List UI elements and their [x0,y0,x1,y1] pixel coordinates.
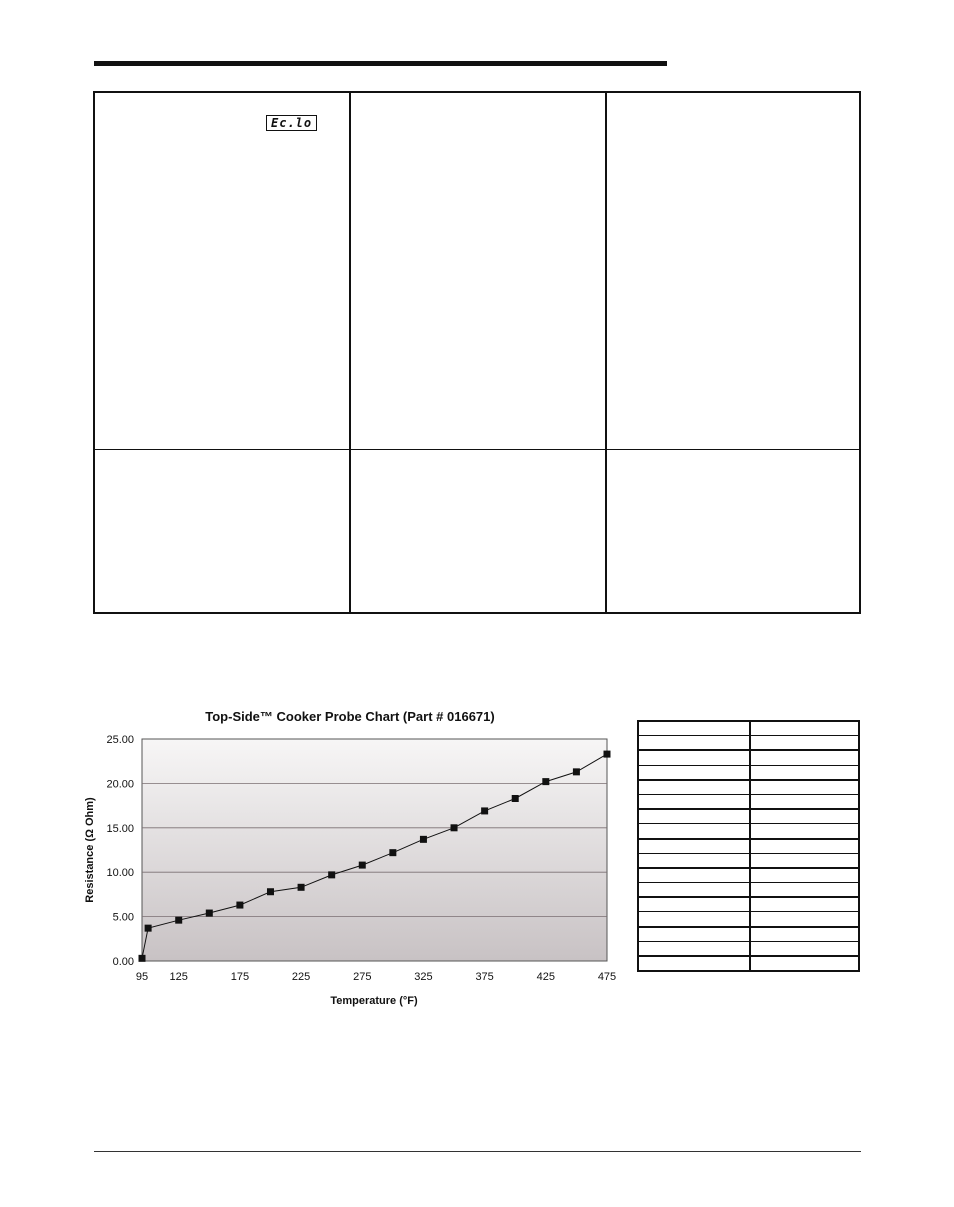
y-axis-label: Resistance (Ω Ohm) [84,797,96,903]
table-cell [750,853,859,868]
table-cell [750,927,859,942]
data-point [542,778,549,785]
display-code: Ec.lo [266,115,317,131]
table-cell [750,956,859,971]
y-tick-label: 20.00 [106,778,134,791]
table-cell [638,765,750,780]
data-point [573,768,580,775]
data-point [512,795,519,802]
table-row [638,868,859,883]
table-row [638,941,859,956]
data-point [298,884,305,891]
table-cell [638,794,750,809]
row-divider [95,449,859,450]
probe-resistance-table [637,720,860,972]
x-tick-label: 375 [475,971,494,983]
table-row [638,765,859,780]
table-cell [638,780,750,795]
data-point [359,862,366,869]
table-cell [750,839,859,854]
probe-chart [70,695,630,1020]
table-row [638,721,859,736]
table-cell [638,897,750,912]
y-tick-label: 0.00 [112,956,134,968]
x-tick-label: 125 [169,971,188,983]
data-point [481,807,488,814]
table-cell [638,912,750,927]
column-divider [605,93,607,612]
x-tick-label: 425 [536,971,555,983]
top-rule [94,61,667,66]
x-tick-label: 225 [291,971,311,983]
table-cell [638,721,750,736]
table-cell [750,736,859,751]
bottom-rule [94,1151,861,1152]
y-tick-label: 25.00 [106,734,134,746]
table-cell [750,721,859,736]
y-tick-label: 10.00 [106,867,134,880]
x-tick-label: 175 [230,971,250,983]
table-row [638,839,859,854]
table-cell [750,765,859,780]
table-cell [750,824,859,839]
table-cell [638,824,750,839]
chart-title: Top-Side™ Cooker Probe Chart (Part # 016671) [205,709,495,724]
table-cell [750,809,859,824]
y-tick-label: 5.00 [112,911,134,924]
table-cell [638,736,750,751]
x-tick-label: 275 [353,971,372,983]
data-point [236,902,243,909]
table-cell [638,883,750,898]
data-point [420,836,427,843]
x-axis-ticks [136,971,616,983]
table-cell [638,956,750,971]
x-axis-label: Temperature (°F) [330,995,418,1007]
table-cell [638,941,750,956]
x-tick-label: 475 [597,971,617,983]
table-row [638,927,859,942]
table-row [638,897,859,912]
y-tick-label: 15.00 [106,822,134,835]
table-cell [750,897,859,912]
table-cell [750,912,859,927]
table-cell [95,93,349,449]
data-point [206,910,213,917]
data-point [175,917,182,924]
table-cell [750,941,859,956]
table-cell [638,750,750,765]
table-cell [750,750,859,765]
data-point [267,888,274,895]
table-cell [638,839,750,854]
table-row [638,824,859,839]
table-row [638,853,859,868]
table-cell [638,853,750,868]
data-point [139,955,146,962]
table-cell [750,794,859,809]
x-tick-label: 95 [135,971,149,983]
x-tick-label: 325 [414,971,433,983]
table-row [638,912,859,927]
table-cell [750,780,859,795]
table-row [638,736,859,751]
table-cell [638,927,750,942]
table-row [638,780,859,795]
column-divider [349,93,351,612]
table-cell [750,868,859,883]
table-row [638,794,859,809]
data-point [328,871,335,878]
troubleshooting-table [93,91,861,614]
data-point [145,925,152,932]
plot-area [142,739,607,961]
table-row [638,956,859,971]
y-axis-ticks [106,734,134,968]
table-cell [638,809,750,824]
table-cell [750,883,859,898]
table-cell [638,868,750,883]
table-row [638,809,859,824]
table-row [638,750,859,765]
table-row [638,883,859,898]
data-point [451,824,458,831]
data-point [389,849,396,856]
data-point [604,751,611,758]
